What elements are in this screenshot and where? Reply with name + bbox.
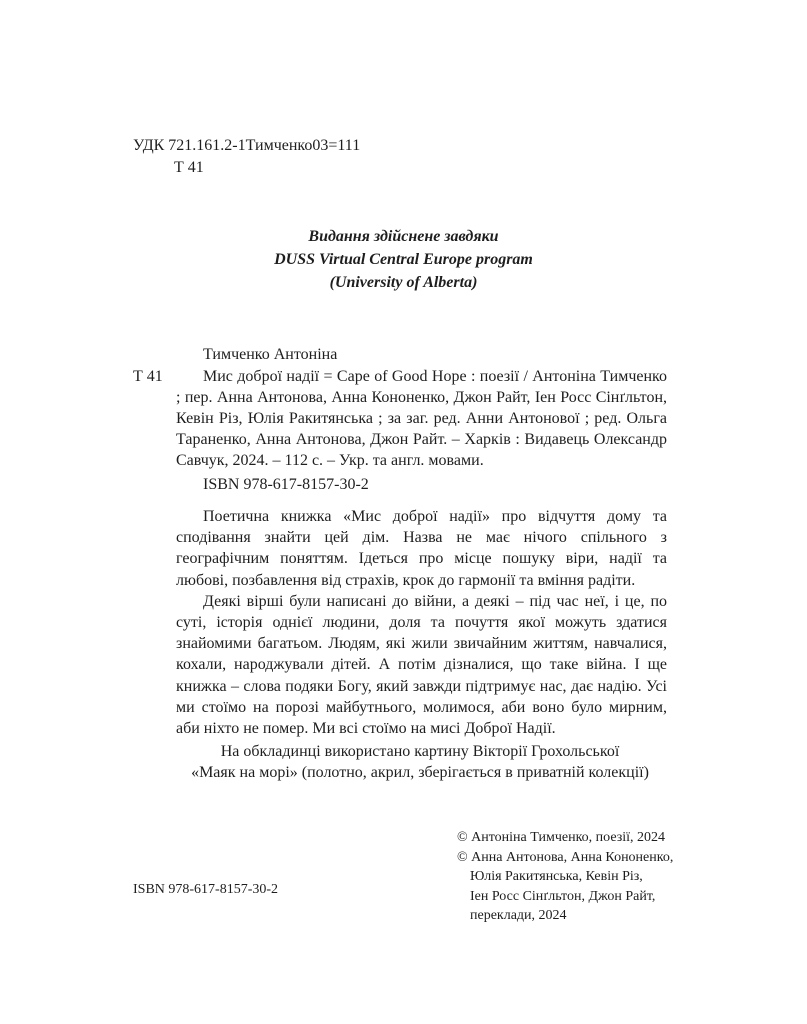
udc-author-code: Т 41: [174, 159, 204, 176]
catalog-code: Т 41: [133, 368, 163, 385]
footer-isbn: ISBN 978-617-8157-30-2: [133, 882, 279, 897]
annotation-paragraph-1: Поетична книжка «Мис доброї надії» про відчуття дому та сподівання знайти цей дім. Назва не має нічого спільного з географічним поняттям. Ідеться про місце пошуку віри, надії та любові, позбавлення від страхів, крок до гармонії та вміння радіти.: [176, 508, 667, 589]
annotation-paragraph-2: Деякі вірші були написані до війни, а деякі – під час неї, і це, по суті, історія однієї людини, доля та почуття якої можуть здатися знайомими багатьом. Людям, які жили звичайним життям, навчалися, кохали, народжували дітей. А потім дізналися, що таке війна. І ще книжка – слова подяки Богу, який завжди підтримує нас, дає надію. Усі ми стоїмо на порозі майбутнього, молимося, аби воно було мирним, аби ніхто не помер. Ми всі стоїмо на мисі Доброї Надії.: [176, 592, 667, 738]
catalog-isbn: ISBN 978-617-8157-30-2: [203, 476, 369, 493]
sponsor-line-3: (University of Alberta): [329, 274, 478, 291]
copyright-notice: [457, 828, 717, 926]
cover-credit-line-1: На обкладинці використано картину Вікторії Грохольської: [220, 743, 620, 760]
copyright-line-2: © Анна Антонова, Анна Кононенко,: [457, 849, 674, 865]
cover-credit: [0, 741, 807, 783]
copyright-line-5: переклади, 2024: [470, 908, 567, 923]
udc-classification: УДК 721.161.2-1Тимченко03=111: [133, 137, 361, 154]
catalog-author: Тимченко Антоніна: [203, 346, 338, 363]
sponsor-line-1: Видання здійснене завдяки: [308, 228, 499, 245]
cover-credit-line-2: «Маяк на морі» (полотно, акрил, зберігається в приватній колекції): [191, 764, 649, 781]
catalog-description: Мис доброї надії = Cape of Good Hope : поезії / Антоніна Тимченко ; пер. Анна Антонова, Анна Кононенко, Джон Райт, Іен Росс Сінґльтон, Кевін Різ, Юлія Ракитянська ; за заг. ред. Анни Антонової ; ред. Ольга Тараненко, Анна Антонова, Джон Райт. – Харків : Видавець Олександр Савчук, 2024. – 112 с. – Укр. та англ. мовами.: [176, 368, 667, 469]
sponsor-note: [0, 225, 807, 294]
sponsor-line-2: DUSS Virtual Central Europe program: [274, 251, 533, 268]
copyright-line-3: Юлія Ракитянська, Кевін Різ,: [470, 869, 643, 884]
copyright-line-1: © Антоніна Тимченко, поезії, 2024: [457, 830, 666, 845]
annotation: [176, 506, 667, 739]
copyright-line-4: Іен Росс Сінґльтон, Джон Райт,: [470, 888, 656, 904]
